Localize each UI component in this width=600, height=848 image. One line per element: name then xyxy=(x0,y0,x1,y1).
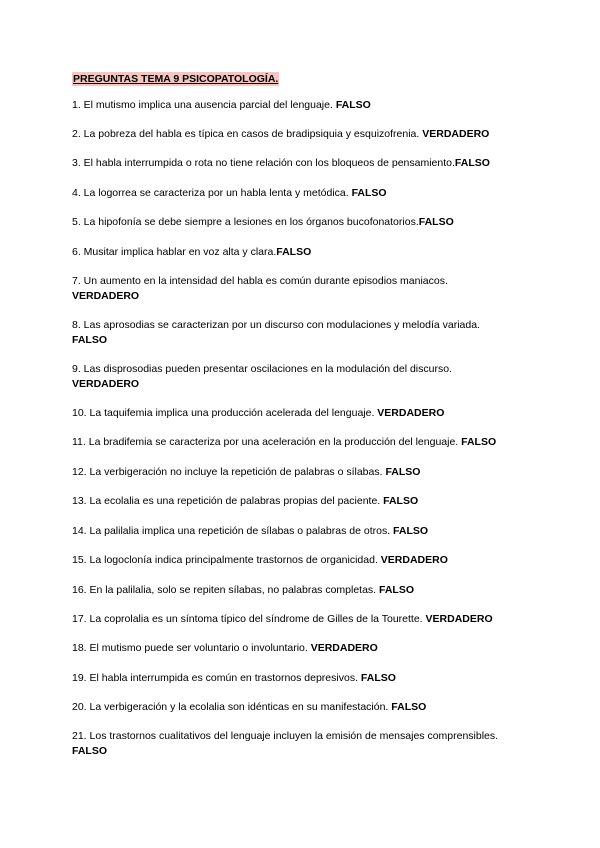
question-item xyxy=(72,274,448,304)
question-item xyxy=(72,524,428,539)
question-item xyxy=(72,553,448,568)
question-answer: FALSO xyxy=(393,525,429,537)
question-text: 13. La ecolalia es una repetición de palabras propias del paciente. xyxy=(72,495,384,507)
question-text: 9. Las disprosodias pueden presentar oscilaciones en la modulación del discurso. xyxy=(72,363,452,375)
question-item xyxy=(72,671,396,686)
question-answer: VERDADERO xyxy=(72,378,140,390)
question-answer: VERDADERO xyxy=(72,290,140,302)
question-item xyxy=(72,729,498,759)
question-answer: FALSO xyxy=(351,187,387,199)
question-answer: VERDADERO xyxy=(380,554,448,566)
question-item xyxy=(72,494,418,509)
question-item xyxy=(72,245,311,260)
question-text: 19. El habla interrumpida es común en trastornos depresivos. xyxy=(72,672,361,684)
question-text: 20. La verbigeración y la ecolalia son idénticas en su manifestación. xyxy=(72,701,392,713)
question-text: 15. La logoclonía indica principalmente trastornos de organicidad. xyxy=(72,554,381,566)
question-text: 14. La palilalia implica una repetición de sílabas o palabras de otros. xyxy=(72,525,394,537)
question-text: 18. El mutismo puede ser voluntario o involuntario. xyxy=(72,642,311,654)
question-text: 8. Las aprosodias se caracterizan por un discurso con modulaciones y melodía variada. xyxy=(72,319,480,331)
page-title: PREGUNTAS TEMA 9 PSICOPATOLOGÍA. xyxy=(73,73,279,85)
question-item xyxy=(72,156,490,171)
question-item xyxy=(72,406,444,421)
question-text: 21. Los trastornos cualitativos del lenguaje incluyen la emisión de mensajes comprensibles. xyxy=(72,730,499,742)
question-text: 3. El habla interrumpida o rota no tiene relación con los bloqueos de pensamiento. xyxy=(72,157,455,169)
question-item xyxy=(72,465,420,480)
question-item xyxy=(72,362,452,392)
question-answer: FALSO xyxy=(391,701,427,713)
question-answer: FALSO xyxy=(72,334,108,346)
question-answer: VERDADERO xyxy=(310,642,378,654)
question-answer: FALSO xyxy=(379,584,415,596)
question-answer: FALSO xyxy=(454,157,490,169)
question-text: 5. La hipofonía se debe siempre a lesiones en los órganos bucofonatorios. xyxy=(72,216,419,228)
question-item xyxy=(72,318,480,348)
question-text: 12. La verbigeración no incluye la repetición de palabras o sílabas. xyxy=(72,466,386,478)
question-text: 11. La bradifemia se caracteriza por una aceleración en la producción del lenguaje. xyxy=(72,436,462,448)
question-answer: FALSO xyxy=(72,745,108,757)
question-answer: FALSO xyxy=(418,216,454,228)
question-answer: FALSO xyxy=(385,466,421,478)
question-text: 2. La pobreza del habla es típica en casos de bradipsiquia y esquizofrenia. xyxy=(72,128,423,140)
question-answer: FALSO xyxy=(461,436,497,448)
question-answer: FALSO xyxy=(360,672,396,684)
question-text: 4. La logorrea se caracteriza por un habla lenta y metódica. xyxy=(72,187,352,199)
question-item xyxy=(72,612,493,627)
question-answer: VERDADERO xyxy=(377,407,445,419)
question-text: 6. Musitar implica hablar en voz alta y clara. xyxy=(72,246,277,258)
question-item xyxy=(72,700,426,715)
question-text: 1. El mutismo implica una ausencia parcial del lenguaje. xyxy=(72,99,336,111)
question-text: 7. Un aumento en la intensidad del habla es común durante episodios maniacos. xyxy=(72,275,448,287)
question-item xyxy=(72,583,414,598)
question-item xyxy=(72,215,454,230)
question-item xyxy=(72,98,371,113)
question-text: 16. En la palilalia, solo se repiten sílabas, no palabras completas. xyxy=(72,584,380,596)
question-answer: FALSO xyxy=(276,246,312,258)
question-item xyxy=(72,641,378,656)
question-answer: VERDADERO xyxy=(425,613,493,625)
question-item xyxy=(72,127,489,142)
question-text: 10. La taquifemia implica una producción acelerada del lenguaje. xyxy=(72,407,378,419)
question-answer: FALSO xyxy=(383,495,419,507)
question-answer: FALSO xyxy=(335,99,371,111)
question-item xyxy=(72,435,496,450)
question-text: 17. La coprolalia es un síntoma típico del síndrome de Gilles de la Tourette. xyxy=(72,613,426,625)
question-item xyxy=(72,186,387,201)
question-answer: VERDADERO xyxy=(422,128,490,140)
